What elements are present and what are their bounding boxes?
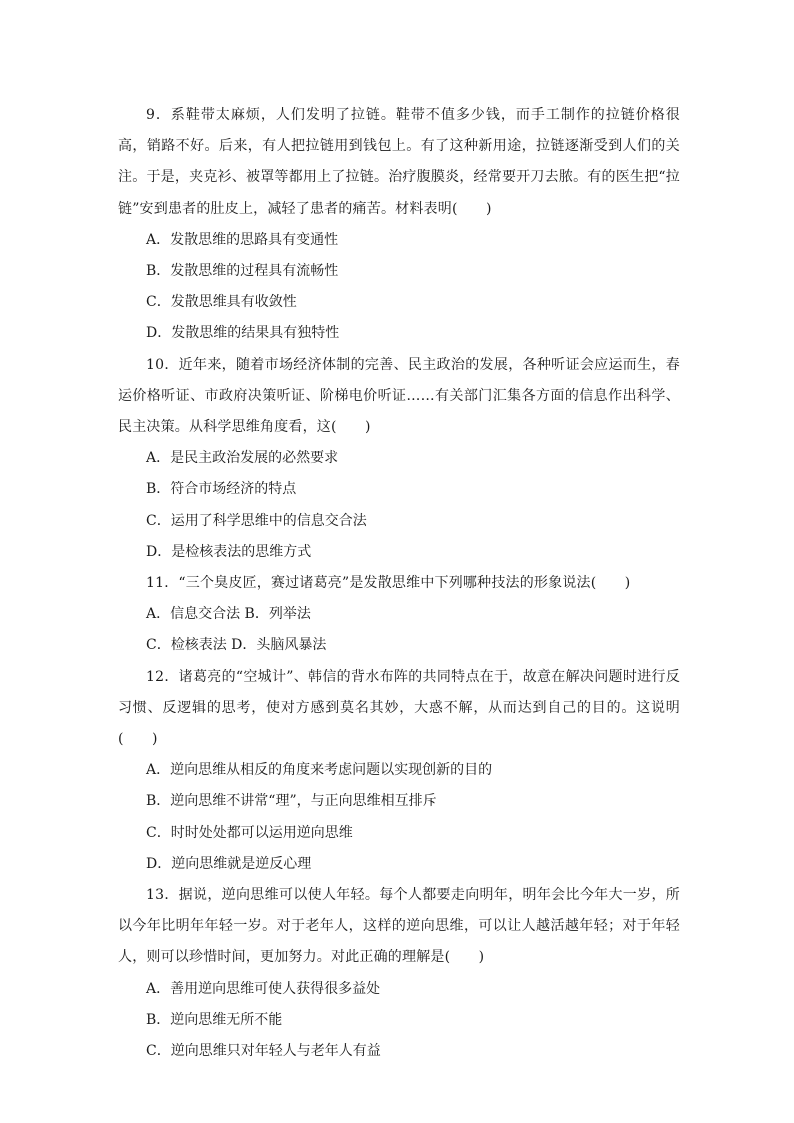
option-b: B．符合市场经济的特点 bbox=[146, 481, 297, 498]
question-12 bbox=[118, 662, 680, 880]
question-list bbox=[118, 100, 680, 1067]
option-a: A．逆向思维从相反的角度来考虑问题以实现创新的目的 bbox=[146, 762, 493, 779]
option-a: A．是民主政治发展的必然要求 bbox=[146, 450, 339, 467]
question-stem: 12．诸葛亮的“空城计”、韩信的背水布阵的共同特点在于，故意在解决问题时进行反习惯、反逻辑的思考，使对方感到莫名其妙，大惑不解，从而达到自己的目的。这说明( ) bbox=[118, 668, 680, 748]
option-b: B．逆向思维无所不能 bbox=[146, 1011, 283, 1028]
option-a: A．善用逆向思维可使人获得很多益处 bbox=[146, 980, 381, 997]
question-10 bbox=[118, 350, 680, 568]
option-b: B．发散思维的过程具有流畅性 bbox=[146, 263, 339, 280]
option-c: C．逆向思维只对年轻人与老年人有益 bbox=[146, 1043, 381, 1060]
question-stem: 10．近年来，随着市场经济体制的完善、民主政治的发展，各种听证会应运而生，春运价格听证、市政府决策听证、阶梯电价听证……有关部门汇集各方面的信息作出科学、民主决策。从科学思维角度看，这( ) bbox=[118, 356, 680, 436]
option-b: B．逆向思维不讲常“理”，与正向思维相互排斥 bbox=[146, 793, 437, 810]
question-stem: 9．系鞋带太麻烦，人们发明了拉链。鞋带不值多少钱，而手工制作的拉链价格很高，销路不好。后来，有人把拉链用到钱包上。有了这种新用途，拉链逐渐受到人们的关注。于是，夹克衫、被罩等都用上了拉链。治疗腹膜炎，经常要开刀去脓。有的医生把“拉链”安到患者的肚皮上，减轻了患者的痛苦。材料表明( ) bbox=[118, 107, 680, 217]
option-c: C．运用了科学思维中的信息交合法 bbox=[146, 512, 367, 529]
question-13 bbox=[118, 880, 680, 1067]
question-stem: 11．“三个臭皮匠，赛过诸葛亮”是发散思维中下列哪种技法的形象说法( ) bbox=[146, 575, 631, 592]
question-9 bbox=[118, 100, 680, 350]
option-d: D．是检核表法的思维方式 bbox=[146, 543, 312, 560]
option-ab: A．信息交合法 B．列举法 bbox=[146, 606, 311, 623]
option-cd: C．检核表法 D．头脑风暴法 bbox=[146, 637, 327, 654]
option-c: C．发散思维具有收敛性 bbox=[146, 294, 297, 311]
option-a: A．发散思维的思路具有变通性 bbox=[146, 231, 339, 248]
question-11 bbox=[118, 568, 680, 662]
question-stem: 13．据说，逆向思维可以使人年轻。每个人都要走向明年，明年会比今年大一岁，所以今年比明年年轻一岁。对于老年人，这样的逆向思维，可以让人越活越年轻；对于年轻人，则可以珍惜时间，更加努力。对此正确的理解是( ) bbox=[118, 887, 680, 966]
option-d: D．发散思维的结果具有独特性 bbox=[146, 325, 340, 342]
option-c: C．时时处处都可以运用逆向思维 bbox=[146, 824, 353, 841]
option-d: D．逆向思维就是逆反心理 bbox=[146, 855, 312, 872]
